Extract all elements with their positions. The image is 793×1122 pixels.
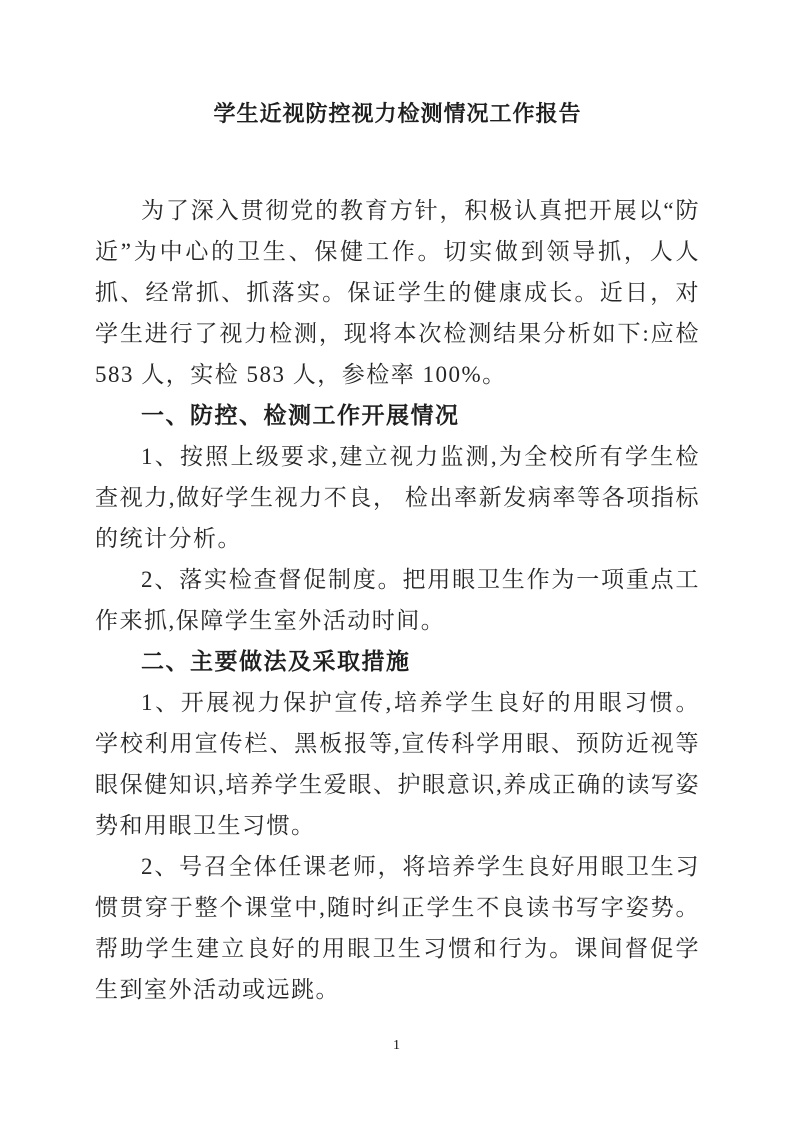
section-heading-1: 一、防控、检测工作开展情况: [141, 403, 460, 428]
document-title: 学生近视防控视力检测情况工作报告: [213, 101, 582, 126]
paragraph-section2-item1: 1、开展视力保护宣传,培养学生良好的用眼习惯。学校利用宣传栏、黑板报等,宣传科学用眼、预防近视等眼保健知识,培养学生爱眼、护眼意识,养成正确的读写姿势和用眼卫生习惯。: [95, 690, 700, 838]
section-heading-2: 二、主要做法及采取措施: [141, 649, 411, 674]
page-number-footer: 1: [393, 1038, 400, 1053]
paragraph-section1-item2: 2、落实检查督促制度。把用眼卫生作为一项重点工作来抓,保障学生室外活动时间。: [95, 567, 700, 633]
paragraph-section1-item1: 1、按照上级要求,建立视力监测,为全校所有学生检查视力,做好学生视力不良， 检出率新发病率等各项指标的统计分析。: [95, 444, 700, 551]
paragraph-intro: 为了深入贯彻党的教育方针，积极认真把开展以“防近”为中心的卫生、保健工作。切实做到领导抓，人人抓、经常抓、抓落实。保证学生的健康成长。近日，对学生进行了视力检测，现将本次检测结果分析如下:应检 583 人，实检 583 人，参检率 100%。: [95, 198, 700, 387]
paragraph-section2-item2: 2、号召全体任课老师，将培养学生良好用眼卫生习惯贯穿于整个课堂中,随时纠正学生不良读书写字姿势。帮助学生建立良好的用眼卫生习惯和行为。课间督促学生到室外活动或远跳。: [95, 854, 700, 1002]
